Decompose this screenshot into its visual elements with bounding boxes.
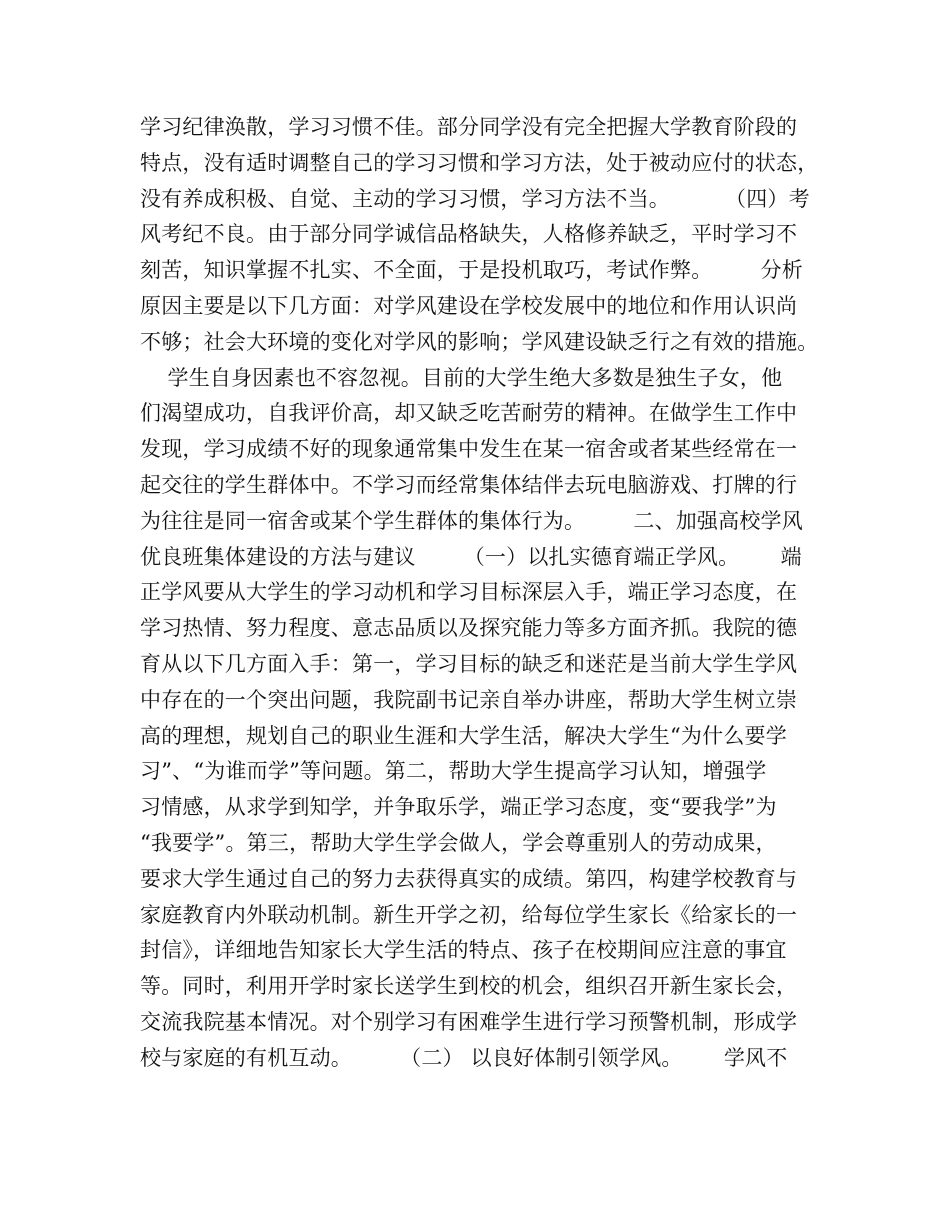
text-line: 们渴望成功，自我评价高，却又缺乏吃苦耐劳的精神。在做学生工作中 [140, 401, 798, 426]
text-line: 高的理想，规划自己的职业生涯和大学生活，解决大学生“为什么要学 [140, 723, 787, 748]
text-line: 等。同时，利用开学时家长送学生到校的机会，组织召开新生家长会， [140, 974, 798, 999]
text-line: 要求大学生通过自己的努力去获得真实的成绩。第四，构建学校教育与 [140, 866, 798, 891]
text-line: 正学风要从大学生的学习动机和学习目标深层入手，端正学习态度，在 [140, 580, 798, 605]
text-line: “我要学”。第三，帮助大学生学会做人，学会尊重别人的劳动成果， [140, 830, 777, 855]
text-line: 为往往是同一宿舍或某个学生群体的集体行为。 二、加强高校学风 [140, 508, 803, 533]
text-line: 特点，没有适时调整自己的学习习惯和学习方法，处于被动应付的状态， [140, 150, 819, 175]
text-line: 风考纪不良。由于部分同学诚信品格缺失，人格修养缺乏，平时学习不 [140, 222, 798, 247]
text-line: 习”、“为谁而学”等问题。第二，帮助大学生提高学习认知，增强学 [140, 759, 767, 784]
body-text [140, 110, 820, 1077]
text-line: 交流我院基本情况。对个别学习有困难学生进行学习预警机制，形成学 [140, 1009, 798, 1034]
text-line: 家庭教育内外联动机制。新生开学之初，给每位学生家长《给家长的一 [140, 902, 798, 927]
text-line: 刻苦，知识掌握不扎实、不全面，于是投机取巧，考试作弊。 分析 [140, 258, 803, 283]
text-line: 习情感，从求学到知学，并争取乐学，端正学习态度，变“要我学”为 [140, 795, 777, 820]
text-line: 不够；社会大环境的变化对学风的影响；学风建设缺乏行之有效的措施。 [140, 329, 819, 354]
text-line: 起交往的学生群体中。不学习而经常集体结伴去玩电脑游戏、打牌的行 [140, 472, 798, 497]
text-line: 育从以下几方面入手：第一，学习目标的缺乏和迷茫是当前大学生学风 [140, 651, 798, 676]
text-line: 学生自身因素也不容忽视。目前的大学生绝大多数是独生子女，他 [140, 365, 783, 390]
text-line: 中存在的一个突出问题，我院副书记亲自举办讲座，帮助大学生树立崇 [140, 687, 798, 712]
text-line: 校与家庭的有机互动。 （二） 以良好体制引领学风。 学风不 [140, 1045, 788, 1070]
text-line: 原因主要是以下几方面：对学风建设在学校发展中的地位和作用认识尚 [140, 293, 798, 318]
text-line: 学习热情、努力程度、意志品质以及探究能力等多方面齐抓。我院的德 [140, 616, 798, 641]
text-line: 没有养成积极、自觉、主动的学习习惯，学习方法不当。 （四）考 [140, 186, 810, 211]
text-line: 发现，学习成绩不好的现象通常集中发生在某一宿舍或者某些经常在一 [140, 437, 798, 462]
text-line: 学习纪律涣散，学习习惯不佳。部分同学没有完全把握大学教育阶段的 [140, 115, 798, 139]
text-line: 封信》，详细地告知家长大学生活的特点、孩子在校期间应注意的事宜 [140, 938, 787, 963]
text-line: 优良班集体建设的方法与建议 （一）以扎实德育端正学风。 端 [140, 544, 802, 569]
